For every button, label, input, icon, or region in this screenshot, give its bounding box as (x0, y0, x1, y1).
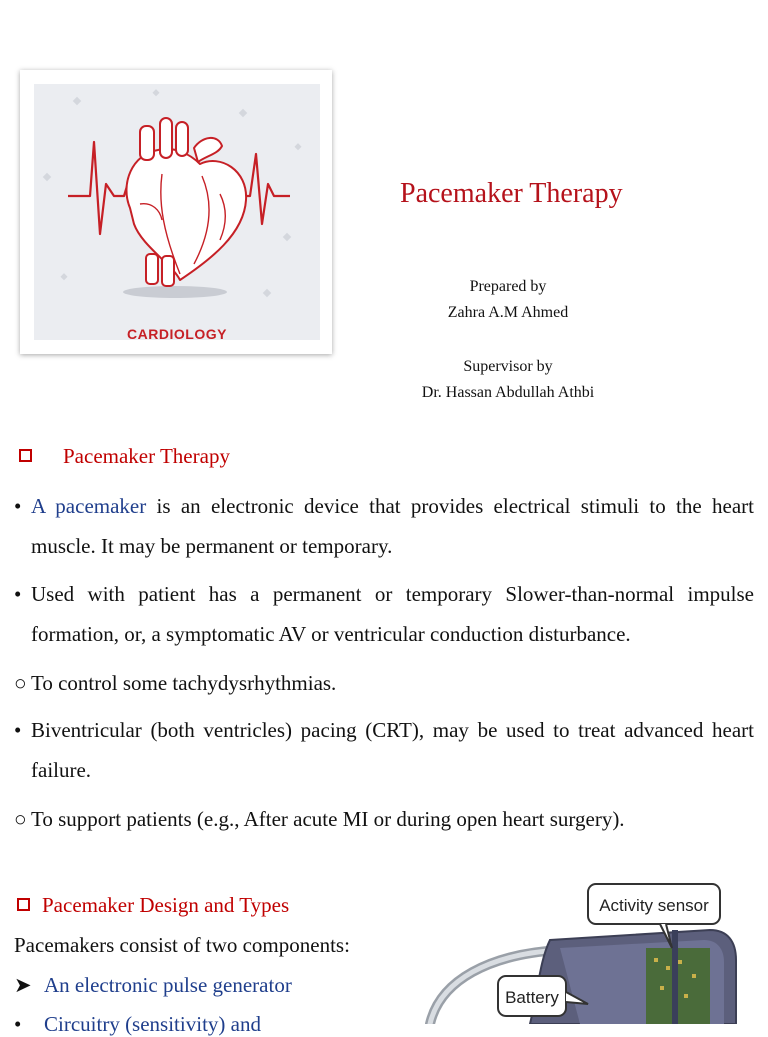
arrow-bullet-icon: ➤ (14, 973, 32, 997)
author-name: Zahra A.M Ahmed (447, 304, 569, 321)
bullet-text: To support patients (e.g., After acute MI or during open heart surgery). (31, 807, 625, 831)
bullet-text: A pacemaker is an electronic device that provides electrical stimuli to the heart muscle. It may be permanent or temporary. (31, 494, 754, 558)
supervisor-name: Dr. Hassan Abdullah Athbi (421, 384, 595, 401)
section-heading-pacemaker-therapy: Pacemaker Therapy (63, 444, 230, 468)
circle-bullet-marker: ○ (14, 807, 27, 831)
bullet-text: Used with patient has a permanent or temporary Slower-than-normal impulse formation, or, a symptomatic AV or ventricular conduction disturbance. (31, 582, 754, 646)
bullet-paragraph (14, 574, 754, 654)
prepared-by-label: Prepared by (469, 278, 547, 295)
list-item: ➤ An electronic pulse generator (14, 973, 292, 997)
cardiology-label: CARDIOLOGY (127, 326, 227, 340)
pacemaker-diagram (410, 870, 768, 1024)
bullet-marker: • (14, 494, 22, 518)
cover-image-card (20, 70, 332, 354)
bullet-text: Biventricular (both ventricles) pacing (CRT), may be used to treat advanced heart failure. (31, 718, 754, 782)
bullet-paragraph (14, 799, 754, 839)
bullet-paragraph (14, 486, 754, 566)
bullet-paragraph (14, 663, 754, 703)
battery-label: Battery (505, 988, 559, 1007)
highlighted-term: A pacemaker (31, 494, 147, 518)
circle-bullet-marker: ○ (14, 671, 27, 695)
section-heading-design-types: Pacemaker Design and Types (42, 893, 290, 917)
bullet-marker: • (14, 582, 22, 606)
cardiology-illustration (34, 84, 320, 340)
supervisor-label: Supervisor by (463, 358, 553, 375)
bullet-text: To control some tachydysrhythmias. (31, 671, 337, 695)
page-title: Pacemaker Therapy (400, 178, 623, 209)
bullet-marker: • (14, 718, 22, 742)
list-item: • Circuitry (sensitivity) and (14, 1012, 261, 1036)
heart-illustration-icon (34, 84, 320, 340)
dot-bullet-icon: • (14, 1012, 22, 1036)
activity-sensor-label: Activity sensor (599, 896, 709, 915)
square-bullet-icon (19, 449, 32, 462)
section-intro: Pacemakers consist of two components: (14, 933, 350, 957)
bullet-paragraph (14, 710, 754, 790)
square-bullet-icon (17, 898, 30, 911)
